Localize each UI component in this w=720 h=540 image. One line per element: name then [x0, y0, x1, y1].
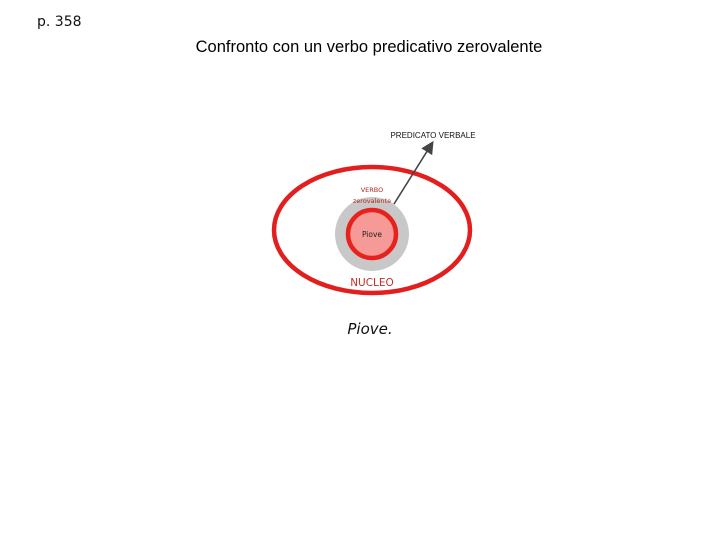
verb-valency-label: zerovalente [352, 197, 392, 205]
slide-title: Confronto con un verbo predicativo zerovalente [195, 38, 543, 56]
page-number: p. 358 [37, 14, 82, 30]
verb-label: VERBO [360, 186, 384, 194]
predicate-arrow [394, 145, 431, 204]
core-label: Piove [361, 230, 383, 239]
nucleus-label: NUCLEO [350, 277, 394, 289]
example-sentence: Piove. [347, 320, 393, 338]
predicate-verbal-label: PREDICATO VERBALE [390, 131, 476, 140]
